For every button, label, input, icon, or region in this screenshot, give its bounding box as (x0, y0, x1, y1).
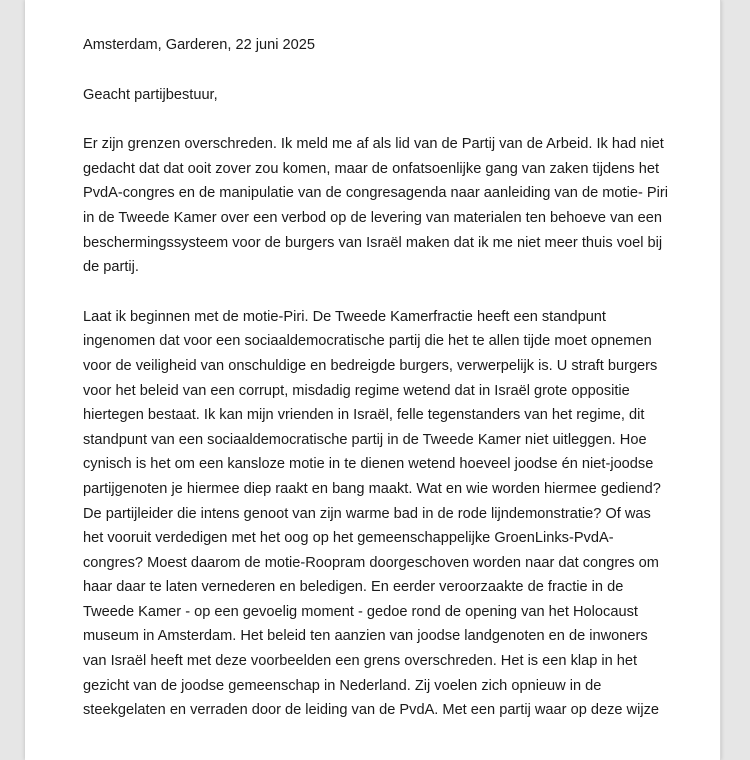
paragraph-line: standpunt van een sociaaldemocratische partij in de Tweede Kamer niet uitleggen. Hoe (83, 431, 647, 448)
blank-line (83, 107, 675, 132)
paragraph-line: congres? Moest daarom de motie-Roopram doorgeschoven worden naar dat congres om (83, 554, 659, 571)
paragraph-line: steekgelaten en verraden door de leiding van de PvdA. Met een partij waar op deze wijze (83, 702, 659, 719)
paragraph-line: voor het beleid van een corrupt, misdadig regime wetend dat in Israël grote oppositie (83, 382, 630, 399)
paragraph-2 (83, 305, 675, 723)
paragraph-line: beschermingssysteem voor de burgers van Israël maken dat ik me niet meer thuis voel bij (83, 234, 663, 251)
paragraph-line: van Israël heeft met deze voorbeelden een grens overschreden. Het is een klap in het (83, 653, 638, 670)
letter-body (83, 33, 675, 723)
paragraph-line: ingenomen dat voor een sociaaldemocratische partij die het te allen tijde moet opnemen (83, 333, 652, 350)
paragraph-line: museum in Amsterdam. Het beleid ten aanzien van joodse landgenoten en de inwoners (83, 628, 648, 645)
paragraph-line: het vooruit verdedigen met het oog op het gemeenschappelijke GroenLinks-PvdA- (83, 530, 614, 547)
document-page (25, 0, 721, 760)
paragraph-line: gedacht dat dat ooit zover zou komen, maar de onfatsoenlijke gang van zaken tijdens het (83, 160, 660, 177)
paragraph-line: partijgenoten je hiermee diep raakt en bang maakt. Wat en wie worden hiermee gediend? (83, 480, 661, 497)
paragraph-line: de partij. (83, 259, 139, 276)
paragraph-line: PvdA-congres en de manipulatie van de congresagenda naar aanleiding van de motie- Piri (83, 185, 668, 202)
paragraph-line: Er zijn grenzen overschreden. Ik meld me af als lid van de Partij van de Arbeid. Ik had niet (83, 136, 664, 153)
paragraph-line: Laat ik beginnen met de motie-Piri. De Tweede Kamerfractie heeft een standpunt (83, 308, 606, 325)
paragraph-1 (83, 132, 675, 280)
blank-line (83, 58, 675, 83)
paragraph-line: in de Tweede Kamer over een verbod op de levering van materialen ten behoeve van een (83, 209, 663, 226)
salutation: Geacht partijbestuur, (83, 86, 218, 103)
paragraph-line: cynisch is het om een kansloze motie in te dienen wetend hoeveel joodse én niet-joodse (83, 456, 654, 473)
blank-line (83, 280, 675, 305)
paragraph-line: De partijleider die intens genoot van zijn warme bad in de rode lijndemonstratie? Of was (83, 505, 651, 522)
paragraph-line: Tweede Kamer - op een gevoelig moment - gedoe rond de opening van het Holocaust (83, 603, 638, 620)
paragraph-line: hiertegen bestaat. Ik kan mijn vrienden in Israël, felle tegenstanders van het regime, dit (83, 407, 645, 424)
place-date: Amsterdam, Garderen, 22 juni 2025 (83, 37, 316, 53)
paragraph-line: gezicht van de joodse gemeenschap in Nederland. Zij voelen zich opnieuw in de (83, 677, 602, 694)
paragraph-line: haar daar te laten vernederen en beledigen. En eerder veroorzaakte de fractie in de (83, 579, 624, 596)
paragraph-line: voor de veiligheid van onschuldige en bedreigde burgers, verwerpelijk is. U straft burgers (83, 357, 658, 374)
